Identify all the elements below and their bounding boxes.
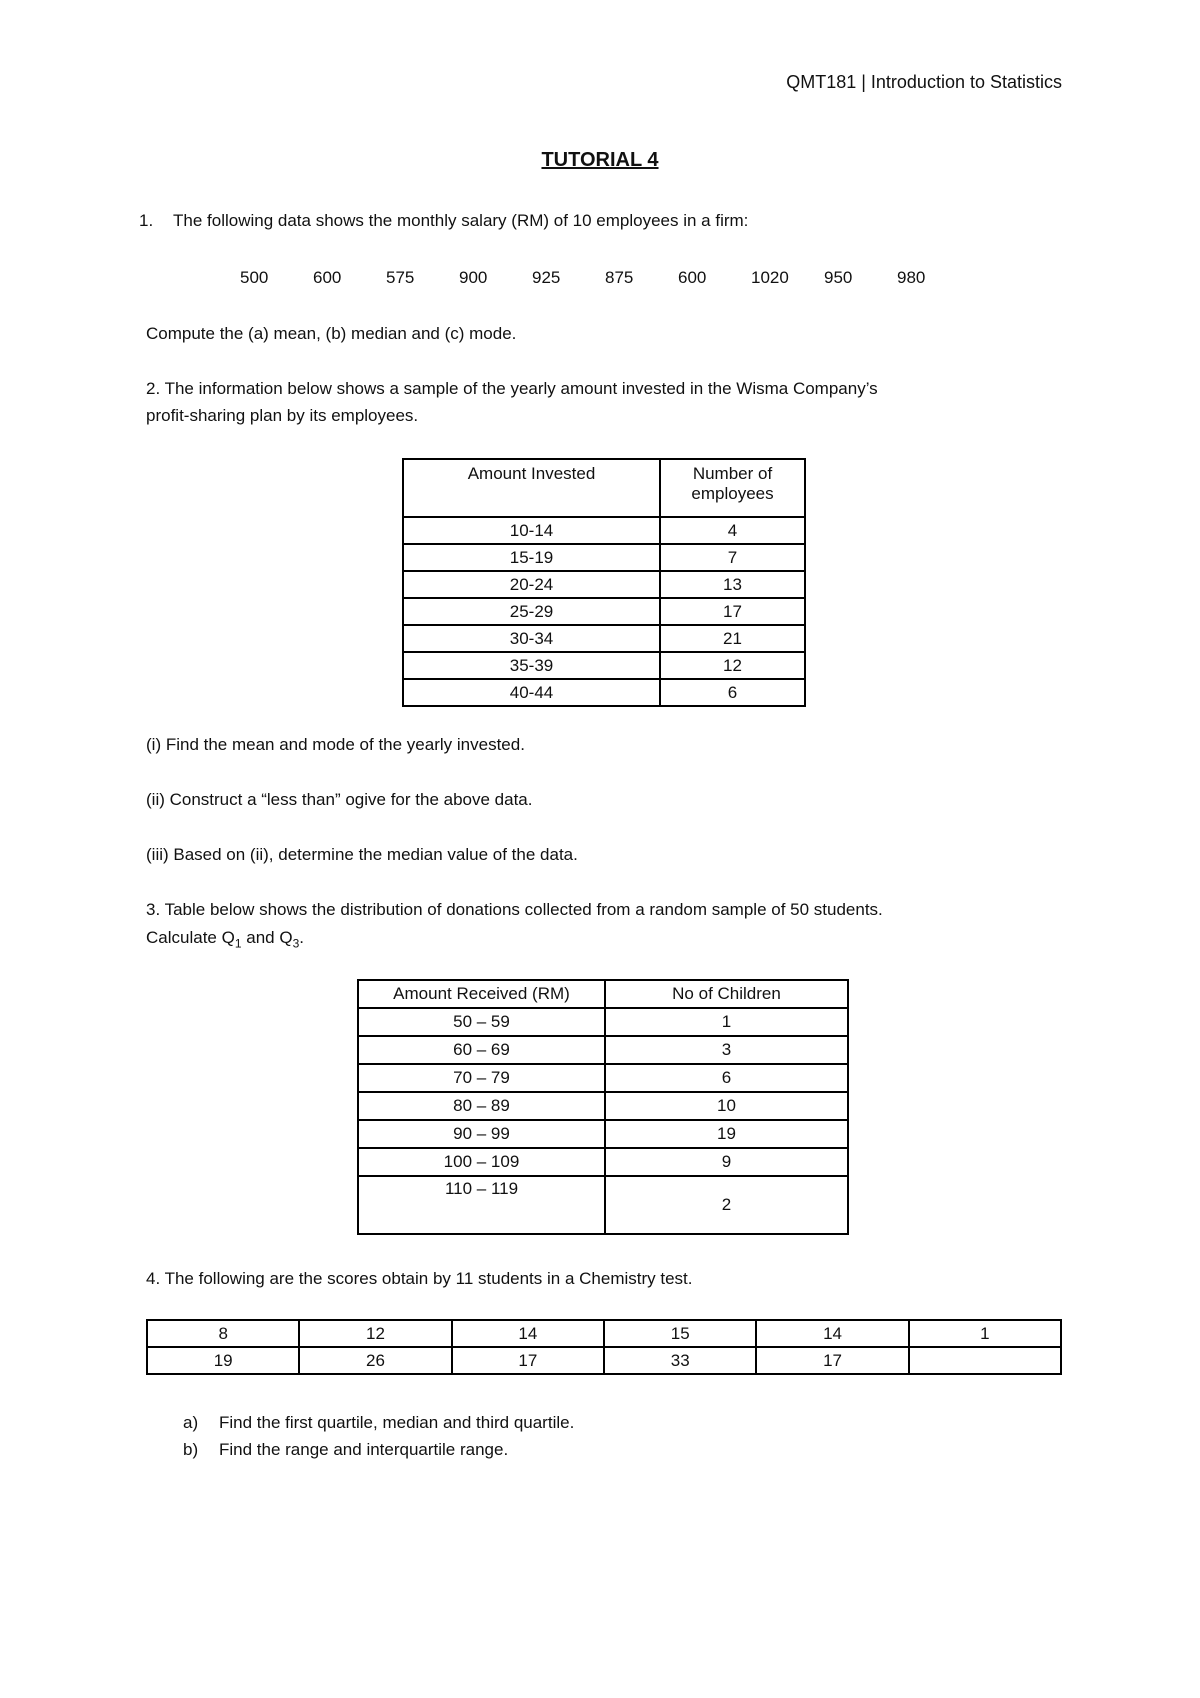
question-1-number: 1. bbox=[139, 211, 154, 230]
table-row bbox=[403, 517, 805, 544]
table-header: Amount Invested bbox=[403, 459, 660, 517]
table-cell: 3 bbox=[605, 1036, 848, 1064]
salary-value: 575 bbox=[386, 268, 415, 287]
table-cell: 2 bbox=[605, 1176, 848, 1234]
table-row bbox=[358, 1092, 848, 1120]
table-row bbox=[358, 1008, 848, 1036]
table-cell: 21 bbox=[660, 625, 805, 652]
investment-table bbox=[402, 458, 806, 707]
table-cell: 6 bbox=[605, 1064, 848, 1092]
table-row bbox=[403, 571, 805, 598]
table-cell: 90 – 99 bbox=[358, 1120, 605, 1148]
question-2-part-ii: (ii) Construct a “less than” ogive for the above data. bbox=[146, 790, 533, 809]
page-header: QMT181 | Introduction to Statistics bbox=[786, 72, 1062, 92]
table-cell: 19 bbox=[147, 1347, 299, 1374]
table-row bbox=[147, 1320, 1061, 1347]
salary-value: 600 bbox=[678, 268, 707, 287]
question-2-text-line-2: profit-sharing plan by its employees. bbox=[146, 406, 419, 425]
table-cell: 14 bbox=[756, 1320, 908, 1347]
salary-list bbox=[240, 268, 970, 288]
salary-value: 600 bbox=[313, 268, 342, 287]
table-cell: 70 – 79 bbox=[358, 1064, 605, 1092]
table-row bbox=[358, 1064, 848, 1092]
table-cell: 15-19 bbox=[403, 544, 660, 571]
table-row bbox=[358, 1036, 848, 1064]
table-cell: 26 bbox=[299, 1347, 451, 1374]
table-cell: 7 bbox=[660, 544, 805, 571]
table-cell: 12 bbox=[299, 1320, 451, 1347]
donations-table bbox=[357, 979, 849, 1235]
table-cell: 4 bbox=[660, 517, 805, 544]
question-4-part-b: b) Find the range and interquartile range. bbox=[183, 1440, 509, 1459]
table-cell: 15 bbox=[604, 1320, 756, 1347]
table-cell: 8 bbox=[147, 1320, 299, 1347]
salary-value: 925 bbox=[532, 268, 561, 287]
table-cell: 1 bbox=[605, 1008, 848, 1036]
table-header: No of Children bbox=[605, 980, 848, 1008]
question-1 bbox=[139, 211, 748, 231]
question-4-text: 4. The following are the scores obtain by 11 students in a Chemistry test. bbox=[146, 1269, 693, 1288]
scores-table bbox=[146, 1319, 1062, 1375]
table-cell: 20-24 bbox=[403, 571, 660, 598]
question-3-text-line-1: 3. Table below shows the distribution of donations collected from a random sample of 50 students. bbox=[146, 900, 883, 919]
table-row bbox=[403, 598, 805, 625]
table-cell: 17 bbox=[756, 1347, 908, 1374]
question-1-instruction: Compute the (a) mean, (b) median and (c) mode. bbox=[146, 324, 517, 343]
table-cell: 110 – 119 bbox=[358, 1176, 605, 1234]
table-cell: 80 – 89 bbox=[358, 1092, 605, 1120]
table-cell: 9 bbox=[605, 1148, 848, 1176]
question-2-text-line-1: 2. The information below shows a sample of the yearly amount invested in the Wisma Company’s bbox=[146, 379, 878, 398]
table-row bbox=[403, 625, 805, 652]
question-3-text-line-2: Calculate $Q_1$ and $Q_3$. bbox=[146, 928, 304, 951]
table-cell: 19 bbox=[605, 1120, 848, 1148]
table-cell: 17 bbox=[660, 598, 805, 625]
table-cell: 60 – 69 bbox=[358, 1036, 605, 1064]
table-row bbox=[358, 1176, 848, 1234]
table-cell: 10 bbox=[605, 1092, 848, 1120]
table-cell: 35-39 bbox=[403, 652, 660, 679]
table-row bbox=[403, 679, 805, 706]
table-cell bbox=[909, 1347, 1061, 1374]
table-row bbox=[147, 1347, 1061, 1374]
table-cell: 40-44 bbox=[403, 679, 660, 706]
table-cell: 33 bbox=[604, 1347, 756, 1374]
page-title: TUTORIAL 4 bbox=[541, 149, 659, 171]
table-cell: 1 bbox=[909, 1320, 1061, 1347]
table-cell: 12 bbox=[660, 652, 805, 679]
table-cell: 6 bbox=[660, 679, 805, 706]
salary-value: 980 bbox=[897, 268, 926, 287]
table-cell: 14 bbox=[452, 1320, 604, 1347]
table-cell: 50 – 59 bbox=[358, 1008, 605, 1036]
salary-value: 950 bbox=[824, 268, 853, 287]
salary-value: 1020 bbox=[751, 268, 789, 287]
table-cell: 10-14 bbox=[403, 517, 660, 544]
table-cell: 100 – 109 bbox=[358, 1148, 605, 1176]
table-header: Number of employees bbox=[660, 459, 805, 517]
salary-value: 900 bbox=[459, 268, 488, 287]
table-row bbox=[358, 1120, 848, 1148]
table-cell: 25-29 bbox=[403, 598, 660, 625]
question-1-text: The following data shows the monthly salary (RM) of 10 employees in a firm: bbox=[173, 211, 749, 230]
table-header: Amount Received (RM) bbox=[358, 980, 605, 1008]
table-row bbox=[358, 1148, 848, 1176]
table-cell: 17 bbox=[452, 1347, 604, 1374]
question-2-part-iii: (iii) Based on (ii), determine the median value of the data. bbox=[146, 845, 578, 864]
table-row bbox=[403, 544, 805, 571]
table-cell: 13 bbox=[660, 571, 805, 598]
question-2-part-i: (i) Find the mean and mode of the yearly invested. bbox=[146, 735, 525, 754]
table-cell: 30-34 bbox=[403, 625, 660, 652]
table-row bbox=[403, 652, 805, 679]
question-4-part-a: a) Find the first quartile, median and third quartile. bbox=[183, 1413, 575, 1432]
salary-value: 500 bbox=[240, 268, 269, 287]
salary-value: 875 bbox=[605, 268, 634, 287]
